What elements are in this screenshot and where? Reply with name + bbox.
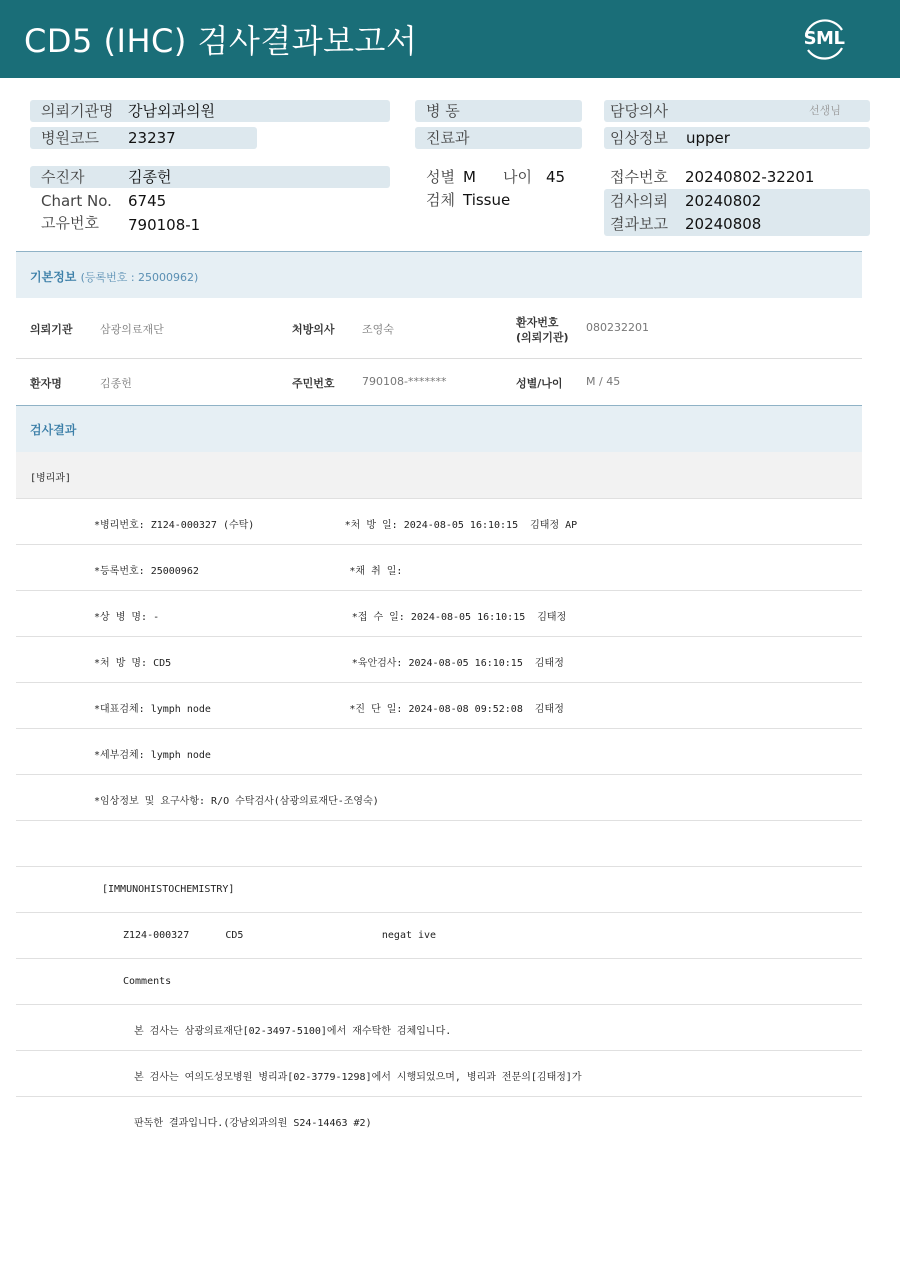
receipt-value: 20240802-32201 <box>685 168 815 186</box>
receipt-label: 접수번호 <box>610 168 668 186</box>
result-line <box>16 591 862 637</box>
org-value: 삼광의료재단 <box>100 323 164 336</box>
hospital-code-label: 병원코드 <box>41 129 99 147</box>
result-line-text: [IMMUNOHISTOCHEMISTRY] <box>102 884 235 895</box>
doctor-label: 담당의사 <box>610 102 668 120</box>
patient-value: 김종헌 <box>128 168 172 186</box>
result-line-text: 본 검사는 삼광의료재단[02-3497-5100]에서 재수탁한 검체입니다. <box>134 1026 452 1037</box>
patient-no-value: 080232201 <box>586 321 649 334</box>
registration-number: (등록번호 : 25000962) <box>80 271 199 284</box>
result-line-text: [병리과] <box>30 473 72 484</box>
request-label: 검사의뢰 <box>610 192 668 210</box>
result-line-text: Comments <box>123 976 172 987</box>
basic-info-header <box>16 251 862 298</box>
rrn-label: 주민번호 <box>292 377 335 390</box>
ward-label: 병 동 <box>426 102 460 120</box>
department-label: 진료과 <box>426 129 470 147</box>
unique-value: 790108-1 <box>128 216 201 234</box>
patient-no-label-1: 환자번호 <box>516 316 559 329</box>
result-line-text: *병리번호: Z124-000327 (수탁) *처 방 일: 2024-08-05 16:10:15 김태정 AP <box>94 520 578 531</box>
specimen-value: Tissue <box>463 191 511 209</box>
result-line <box>16 959 862 1005</box>
doctor-suffix: 선생님 <box>809 104 841 117</box>
result-line-text: *처 방 명: CD5 *육안검사: 2024-08-05 16:10:15 김태정 <box>94 658 564 669</box>
report-date-value: 20240808 <box>685 215 762 233</box>
sex-label: 성별 <box>426 168 455 186</box>
result-line-text: *상 병 명: - *접 수 일: 2024-08-05 16:10:15 김태정 <box>94 612 567 623</box>
org-label: 의뢰기관 <box>30 323 73 336</box>
logo-text: SML <box>803 28 845 49</box>
result-header <box>16 406 862 452</box>
result-line <box>16 913 862 959</box>
hospital-code-value: 23237 <box>128 129 176 147</box>
name-value: 김종헌 <box>100 377 132 390</box>
institution-label: 의뢰기관명 <box>41 102 114 120</box>
result-line <box>16 637 862 683</box>
result-line <box>16 1051 862 1097</box>
result-line <box>16 1005 862 1051</box>
result-line <box>16 545 862 591</box>
patient-no-label-2: (의뢰기관) <box>516 331 569 344</box>
sexage-label: 성별/나이 <box>516 377 563 390</box>
report-title: CD5 (IHC) 검사결과보고서 <box>24 22 418 60</box>
report-date-label: 결과보고 <box>610 215 668 233</box>
result-line <box>16 683 862 729</box>
basic-info-title <box>30 268 198 285</box>
result-line-text: *대표검체: lymph node *진 단 일: 2024-08-08 09:52:08 김태정 <box>94 704 564 715</box>
clinical-label: 임상정보 <box>610 129 668 147</box>
chart-value: 6745 <box>128 192 167 210</box>
result-line-text: Z124-000327 CD5 negat ive <box>123 930 437 941</box>
age-label: 나이 <box>503 168 532 186</box>
sml-logo <box>798 14 850 66</box>
patient-label: 수진자 <box>41 168 85 186</box>
report-header-bar <box>0 0 900 78</box>
basic-info-heading: 기본정보 <box>30 270 77 284</box>
sexage-value: M / 45 <box>586 375 621 388</box>
rrn-value: 790108-******* <box>362 375 447 388</box>
institution-value: 강남외과의원 <box>128 102 215 120</box>
basic-info-row-1 <box>16 298 862 359</box>
result-line <box>16 499 862 545</box>
basic-info-row-2 <box>16 359 862 406</box>
clinical-value: upper <box>686 129 730 147</box>
prescriber-value: 조영숙 <box>362 323 394 336</box>
result-title: 검사결과 <box>30 423 77 437</box>
result-line <box>16 775 862 821</box>
name-label: 환자명 <box>30 377 62 390</box>
result-line-text: 판독한 결과입니다.(강남외과의원 S24-14463 #2) <box>134 1118 372 1129</box>
result-line <box>16 729 862 775</box>
result-line <box>16 452 862 499</box>
unique-label: 고유번호 <box>41 214 99 232</box>
result-line-text: *세부검체: lymph node <box>94 750 211 761</box>
specimen-label: 검체 <box>426 191 455 209</box>
result-line <box>16 867 862 913</box>
result-line-text: 본 검사는 여의도성모병원 병리과[02-3779-1298]에서 시행되었으며, 병리과 전문의[김태정]가 <box>134 1072 582 1083</box>
result-line-text: *임상정보 및 요구사항: R/O 수탁검사(삼광의료재단-조영숙) <box>94 796 379 807</box>
chart-label: Chart No. <box>41 192 112 210</box>
sex-value: M <box>463 168 476 186</box>
age-value: 45 <box>546 168 566 186</box>
result-line <box>16 821 862 867</box>
prescriber-label: 처방의사 <box>292 323 335 336</box>
result-line <box>16 1097 862 1143</box>
result-line-text: *등록번호: 25000962 *채 취 일: <box>94 566 403 577</box>
request-value: 20240802 <box>685 192 762 210</box>
